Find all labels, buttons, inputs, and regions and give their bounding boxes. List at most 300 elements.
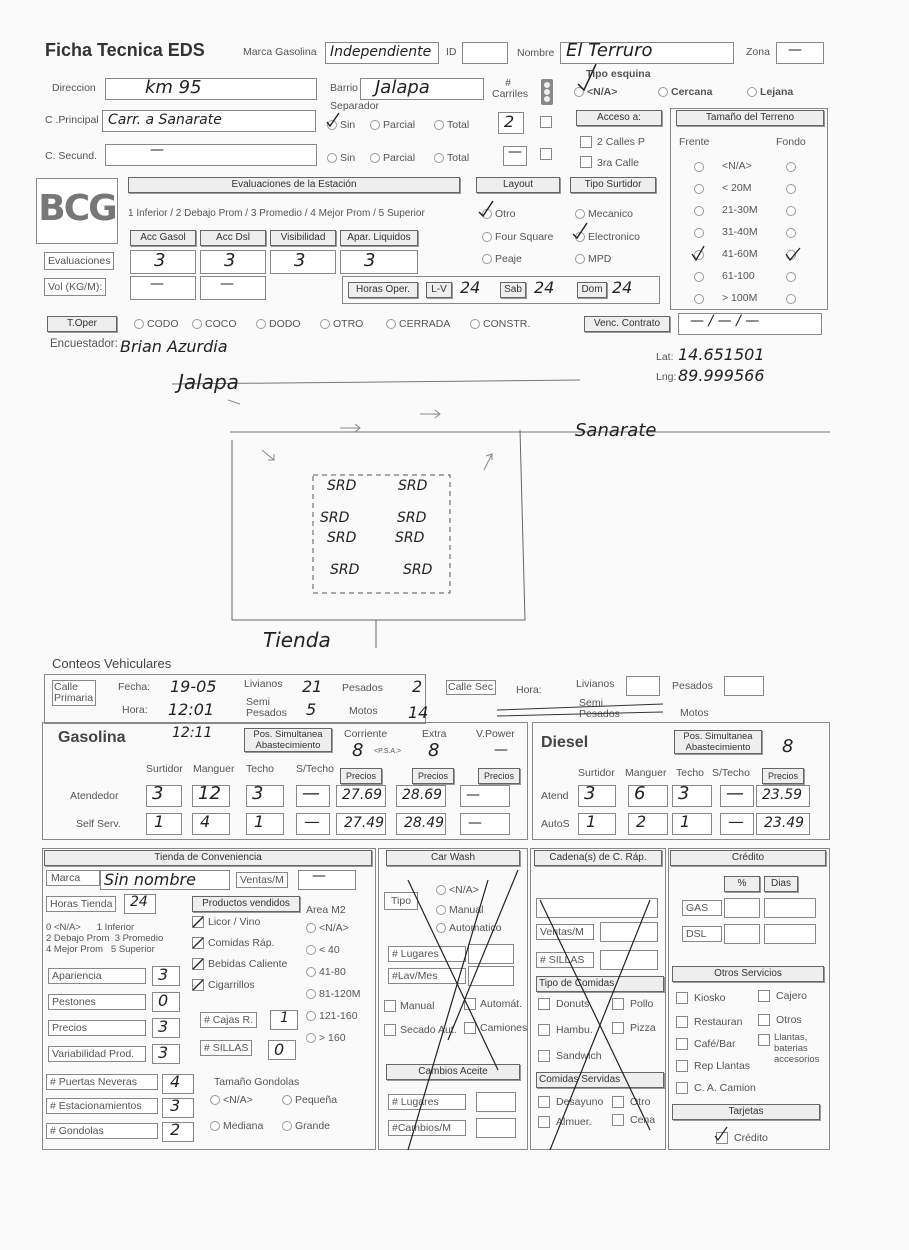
cross-out <box>378 860 526 1160</box>
check-mark-icon <box>714 1126 728 1142</box>
cambios-lugares-label: # Lugares <box>388 1094 466 1110</box>
radio-icon <box>282 1121 292 1131</box>
traffic-light-icon <box>537 78 557 106</box>
dsl-autos-value-0: 1 <box>586 812 597 831</box>
store-label: Tienda <box>263 628 331 652</box>
separador-label: Separador <box>330 100 380 112</box>
gas-aten-value-4: 27.69 <box>342 787 383 803</box>
radio-icon <box>747 87 757 97</box>
carriles-label: # Carriles <box>492 77 529 100</box>
carwash-tipo-label: Tipo <box>384 892 418 910</box>
esquina-na-label: <N/A> <box>587 86 618 98</box>
dsl-autos-field-1[interactable] <box>628 813 668 835</box>
radio-icon <box>370 120 380 130</box>
horas-header: Horas Oper. <box>348 282 418 298</box>
servicio-label-0: Kiosko <box>694 992 726 1004</box>
diesel-pos-value: 8 <box>782 736 794 757</box>
eval-col-0: Acc Gasol <box>130 230 196 246</box>
tienda-ventas-label: Ventas/M <box>236 872 288 888</box>
frente-radio-3[interactable] <box>694 228 704 238</box>
radio-icon <box>327 153 337 163</box>
tarjetas-credito-label: Crédito <box>734 1132 768 1144</box>
cprincipal-label: C .Principal <box>45 114 99 126</box>
sab-label: Sab <box>500 282 526 298</box>
dsl-label: DSL <box>682 926 722 942</box>
lv-value: 24 <box>460 278 481 297</box>
servicio-checkbox-0[interactable] <box>676 992 688 1004</box>
toper-opt-2[interactable] <box>256 318 301 330</box>
page-title: Ficha Tecnica EDS <box>45 40 205 60</box>
carriles-2-checkbox[interactable] <box>540 148 552 160</box>
bcg-logo-text: BCG <box>38 188 116 229</box>
cajas-value: 1 <box>280 1010 289 1026</box>
check-mark-icon <box>572 222 588 240</box>
rating-value-1: 0 <box>158 991 169 1010</box>
carwash-lavmes-label: #Lav/Mes <box>388 968 466 984</box>
gas-self-value-5: 28.49 <box>404 815 445 831</box>
toper-opt-5-label: CONSTR. <box>483 318 531 330</box>
vol-value-1: — <box>220 276 234 292</box>
area-opt-2[interactable] <box>306 966 346 978</box>
check-mark-icon <box>192 958 204 970</box>
gas-self-value-3: — <box>304 812 320 831</box>
toper-opt-5[interactable] <box>470 318 530 330</box>
rating-label-3: Variabilidad Prod. <box>48 1046 146 1062</box>
toper-opt-4-label: CERRADA <box>399 318 451 330</box>
gasolina-pos-sim: Pos. Simultanea Abastecimiento <box>244 728 332 752</box>
radio-icon <box>306 1011 316 1021</box>
servicio-checkbox-2[interactable] <box>676 1016 688 1028</box>
direccion-value: km 95 <box>145 77 202 98</box>
tamano-terreno-header: Tamaño del Terreno <box>676 110 824 126</box>
puertas-value: 4 <box>170 1072 181 1091</box>
servicio-checkbox-1[interactable] <box>758 990 770 1002</box>
barrio-label: Barrio <box>330 82 359 94</box>
carwash-tipo-label-1: Manual <box>449 904 484 916</box>
eval-value-1: 3 <box>224 250 236 271</box>
tienda-ventas-value: — <box>312 868 326 884</box>
strike-through <box>495 696 665 720</box>
frente-radio-2[interactable] <box>694 206 704 216</box>
radio-icon <box>434 120 444 130</box>
pump-label-0: SRD <box>327 478 357 494</box>
lng-label: Lng: <box>656 371 677 383</box>
radio-icon <box>575 254 585 264</box>
bcg-logo <box>36 178 118 244</box>
layout-opt-1[interactable] <box>482 231 553 243</box>
estac-label: # Estacionamientos <box>46 1098 158 1114</box>
radio-icon <box>192 319 202 329</box>
marca-label: Marca Gasolina <box>243 46 317 58</box>
gas-label: GAS <box>682 900 722 916</box>
surtidor-header: Tipo Surtidor <box>570 177 656 193</box>
radio-icon <box>306 989 316 999</box>
fecha-label: Fecha: <box>118 681 151 693</box>
tienda-scale: 0 <N/A> 1 Inferior 2 Debajo Prom 3 Promedio 4 Mejor Prom 5 Superior <box>46 922 164 955</box>
hambu-label: Hambu. <box>556 1024 593 1036</box>
carwash-header: Car Wash <box>386 850 520 866</box>
gas-dias-field[interactable] <box>764 898 816 918</box>
fondo-radio-2[interactable] <box>786 206 796 216</box>
tipo-comidas-header: Tipo de Comidas <box>536 976 664 992</box>
sep-parcial-label: Parcial <box>383 152 416 164</box>
dsl-col-1: Manguer <box>625 767 667 779</box>
gas-aten-value-2: 3 <box>252 783 264 804</box>
gas-self-value-1: 4 <box>200 812 211 831</box>
gas-aten-value-6: — <box>466 787 480 803</box>
gas-self-field-1[interactable] <box>192 813 230 835</box>
layout-opt-label: Four Square <box>495 231 554 243</box>
marca-value: Independiente <box>330 44 432 60</box>
dsl-autos-label: AutoS <box>541 818 570 830</box>
radio-icon <box>256 319 266 329</box>
gas-aten-value-5: 28.69 <box>402 787 443 803</box>
servicio-label-1: Cajero <box>776 990 807 1002</box>
frente-radio-0[interactable] <box>694 162 704 172</box>
servicio-checkbox-3[interactable] <box>758 1014 770 1026</box>
pct-header: % <box>724 876 760 892</box>
dsl-autos-field-2[interactable] <box>672 813 712 835</box>
carwash-tipo-label-2: Automatico <box>449 922 502 934</box>
sep-parcial-label: Parcial <box>383 119 416 131</box>
barrio-value: Jalapa <box>375 77 430 98</box>
cadena-sillas-label: # SILLAS <box>536 952 594 968</box>
area-opt-3[interactable] <box>306 988 360 1000</box>
donuts-label: Donuts <box>556 998 590 1010</box>
livianos-value: 21 <box>302 677 323 696</box>
dsl-autos-value-1: 2 <box>636 812 647 831</box>
radio-icon <box>306 945 316 955</box>
tamano-label-2: 21-30M <box>722 204 758 216</box>
fondo-radio-5[interactable] <box>786 272 796 282</box>
servicio-label-2: Restauran <box>694 1016 743 1028</box>
venc-contrato-header: Venc. Contrato <box>584 316 670 332</box>
fondo-radio-1[interactable] <box>786 184 796 194</box>
servicio-label-7: C. A. Camion <box>694 1082 756 1094</box>
check-mark-icon <box>192 979 204 991</box>
rating-label-2: Precios <box>48 1020 146 1036</box>
csecund-field[interactable] <box>105 144 317 166</box>
gas-col-1: Manguer <box>193 763 235 775</box>
estac-value: 3 <box>170 1096 181 1115</box>
sep-parcial-2[interactable] <box>370 152 415 164</box>
gas-self-label: Self Serv. <box>76 818 121 830</box>
tarjetas-header: Tarjetas <box>672 1104 820 1120</box>
gasolina-title: Gasolina <box>58 729 126 746</box>
otros-header: Otros Servicios <box>672 966 824 982</box>
row-eval-label: Evaluaciones <box>44 252 114 270</box>
gond-opt-1[interactable] <box>282 1094 337 1106</box>
cadena-ventas-label: Ventas/M <box>536 924 594 940</box>
lat-label: Lat: <box>656 351 674 363</box>
tienda-horas-value: 24 <box>130 894 148 910</box>
gas-aten-value-3: — <box>302 783 320 804</box>
cadena-header: Cadena(s) de C. Ráp. <box>534 850 662 866</box>
fondo-radio-0[interactable] <box>786 162 796 172</box>
road-jalapa: Jalapa <box>178 370 239 394</box>
sep-sin-label: Sin <box>340 152 356 164</box>
servicio-label-6: Rep Llantas <box>694 1060 751 1072</box>
id-label: ID <box>446 46 457 58</box>
dsl-aten-label: Atend <box>541 790 569 802</box>
csecund-value: — <box>150 142 164 158</box>
productos-header: Productos vendidos <box>192 896 300 912</box>
check-mark-icon <box>478 200 494 218</box>
radio-icon <box>434 153 444 163</box>
servicio-checkbox-6[interactable] <box>676 1060 688 1072</box>
nombre-value: El Terruro <box>566 40 653 61</box>
gas-aten-value-0: 3 <box>152 783 164 804</box>
toper-opt-1-label: COCO <box>205 318 237 330</box>
pesados2-label: Pesados <box>672 680 713 692</box>
pump-label-4: SRD <box>327 530 357 546</box>
gas-self-value-2: 1 <box>254 812 265 831</box>
nombre-label: Nombre <box>517 47 555 59</box>
dsl-autos-value-2: 1 <box>680 812 691 831</box>
road-sanarate: Sanarate <box>575 420 657 441</box>
surtidor-opt-2[interactable] <box>575 253 611 265</box>
eval-field-3[interactable] <box>340 250 418 274</box>
pump-label-2: SRD <box>320 510 350 526</box>
esquina-cercana-label: Cercana <box>671 86 713 98</box>
carwash-tipo-label-0: <N/A> <box>449 884 479 896</box>
frente-radio-1[interactable] <box>694 184 704 194</box>
pollo-label: Pollo <box>630 998 654 1010</box>
semi-label: Semi Pesados <box>246 696 287 719</box>
gas-pct-field[interactable] <box>724 898 760 918</box>
cw-secado-label: Secado Aut. <box>400 1024 457 1036</box>
frente-radio-5[interactable] <box>694 272 704 282</box>
acceso-header: Acceso a: <box>576 110 662 126</box>
servicio-checkbox-7[interactable] <box>676 1082 688 1094</box>
fondo-radio-6[interactable] <box>786 294 796 304</box>
surtidor-opt-0[interactable] <box>575 208 633 220</box>
surtidor-opt-label: MPD <box>588 253 612 265</box>
lat-value: 14.651501 <box>678 345 765 364</box>
toper-opt-3[interactable] <box>320 318 363 330</box>
cprincipal-value: Carr. a Sanarate <box>108 112 222 128</box>
psa-label: <P.S.A.> <box>374 748 402 755</box>
dsl-autos-value-4: 23.49 <box>764 815 805 831</box>
area-opt-5[interactable] <box>306 1032 346 1044</box>
dsl-aten-value-0: 3 <box>584 783 596 804</box>
esquina-lejana[interactable] <box>747 86 793 98</box>
tamano-label-0: <N/A> <box>722 160 752 172</box>
esquina-cercana[interactable] <box>658 86 712 98</box>
gasolina-time: 12:11 <box>172 725 213 741</box>
dsl-pct-field[interactable] <box>724 924 760 944</box>
pesados2-field[interactable] <box>724 676 764 696</box>
dsl-col-2: Techo <box>676 767 705 779</box>
servicio-checkbox-5[interactable] <box>758 1034 770 1046</box>
area-opt-1[interactable] <box>306 944 340 956</box>
direccion-field[interactable] <box>105 78 317 100</box>
motos-value: 14 <box>408 703 429 722</box>
layout-opt-label: Otro <box>495 208 516 220</box>
almuer-label: Almuer. <box>556 1116 592 1128</box>
cw-camiones-label: Camiones <box>480 1022 528 1034</box>
id-field[interactable] <box>462 42 508 64</box>
hora2-label: Hora: <box>516 684 542 696</box>
radio-icon <box>482 254 492 264</box>
diesel-title: Diesel <box>541 734 589 751</box>
check-mark-icon <box>192 937 204 949</box>
layout-opt-2[interactable] <box>482 253 522 265</box>
cross-out <box>530 890 664 1160</box>
sep-total-1[interactable] <box>434 119 469 131</box>
dsl-dias-field[interactable] <box>764 924 816 944</box>
dsl-aten-value-3: — <box>726 783 744 804</box>
tamano-label-1: < 20M <box>722 182 752 194</box>
evaluaciones-scale: 1 Inferior / 2 Debajo Prom / 3 Promedio / 4 Mejor Prom / 5 Superior <box>128 208 425 219</box>
pizza-label: Pizza <box>630 1022 656 1034</box>
dom-value: 24 <box>612 278 633 297</box>
check-mark-icon <box>326 112 340 128</box>
sep-total-2[interactable] <box>434 152 469 164</box>
producto-label-0: Licor / Vino <box>208 916 261 928</box>
frente-radio-6[interactable] <box>694 294 704 304</box>
gas-self-value-0: 1 <box>154 812 165 831</box>
zona-value: — <box>788 42 802 58</box>
toper-opt-1[interactable] <box>192 318 237 330</box>
evaluaciones-header: Evaluaciones de la Estación <box>128 177 460 193</box>
surtidor-opt-label: Mecanico <box>588 208 633 220</box>
servicio-label-4: Café/Bar <box>694 1038 736 1050</box>
calle-sec-label: Calle Sec <box>446 680 496 695</box>
toper-opt-0[interactable] <box>134 318 179 330</box>
rating-label-0: Apariencia <box>48 968 146 984</box>
fondo-radio-3[interactable] <box>786 228 796 238</box>
calles-p-label: 2 Calles P <box>597 136 645 148</box>
dsl-precios: Precios <box>762 768 804 784</box>
servicio-checkbox-4[interactable] <box>676 1038 688 1050</box>
servicio-label-3: Otros <box>776 1014 802 1026</box>
rating-value-2: 3 <box>158 1017 169 1036</box>
gond-opt-label: Grande <box>295 1120 331 1132</box>
gond-opt-2[interactable] <box>210 1120 263 1132</box>
sep-parcial-1[interactable] <box>370 119 415 131</box>
gas-precios-0: Precios <box>340 768 382 784</box>
gond-opt-3[interactable] <box>282 1120 330 1132</box>
diesel-pos-sim: Pos. Simultanea Abastecimiento <box>674 730 762 754</box>
dsl-col-0: Surtidor <box>578 767 615 779</box>
carriles-checkbox[interactable] <box>540 116 552 128</box>
radio-icon <box>306 923 316 933</box>
eval-value-2: 3 <box>294 250 306 271</box>
cw-autom-label: Automát. <box>480 998 523 1010</box>
gas-aten-label: Atendedor <box>70 790 119 802</box>
cambios-mes-label: #Cambios/M <box>388 1120 466 1136</box>
gondolas-label: # Gondolas <box>46 1123 158 1139</box>
dsl-autos-field-0[interactable] <box>578 813 616 835</box>
radio-icon <box>210 1095 220 1105</box>
sab-value: 24 <box>534 278 555 297</box>
direccion-label: Direccion <box>52 82 96 94</box>
conteos-title: Conteos Vehiculares <box>52 656 172 671</box>
lv-label: L-V <box>426 282 452 298</box>
fondo-label: Fondo <box>776 136 806 148</box>
sep-sin-label: Sin <box>340 119 356 131</box>
pump-label-3: SRD <box>397 510 427 526</box>
pesados-value: 2 <box>412 677 423 696</box>
eval-value-3: 3 <box>364 250 376 271</box>
dom-label: Dom <box>577 282 607 298</box>
sep-sin-2[interactable] <box>327 152 355 164</box>
gas-self-field-2[interactable] <box>246 813 284 835</box>
semi2-label: Semi Pesados <box>579 697 620 720</box>
cajas-label: # Cajas R. <box>200 1012 257 1028</box>
toper-opt-3-label: OTRO <box>333 318 364 330</box>
cena-label: Cena <box>630 1114 656 1126</box>
pesados-label: Pesados <box>342 682 383 694</box>
gas-aten-value-1: 12 <box>198 783 221 804</box>
servidas-header: Comidas Servidas <box>536 1072 664 1088</box>
area-opt-5-label: > 160 <box>319 1032 346 1044</box>
extra-label: Extra <box>422 728 447 740</box>
radio-icon <box>370 153 380 163</box>
sep-total-label: Total <box>447 119 470 131</box>
toper-opt-4[interactable] <box>386 318 450 330</box>
radio-icon <box>306 967 316 977</box>
radio-icon <box>575 209 585 219</box>
sillas-label: # SILLAS <box>200 1040 252 1056</box>
lng-value: 89.999566 <box>678 366 765 385</box>
puertas-label: # Puertas Neveras <box>46 1074 158 1090</box>
tienda-horas-label: Horas Tienda <box>46 896 116 912</box>
hora-label: Hora: <box>122 704 148 716</box>
rating-label-1: Pestones <box>48 994 146 1010</box>
area-opt-4[interactable] <box>306 1010 358 1022</box>
radio-icon <box>470 319 480 329</box>
dsl-aten-value-2: 3 <box>678 783 690 804</box>
gas-col-2: Techo <box>246 763 275 775</box>
producto-label-3: Cigarrillos <box>208 979 255 991</box>
esquina-lejana-label: Lejana <box>760 86 794 98</box>
carriles-value: 2 <box>504 112 515 131</box>
area-label: Area M2 <box>306 904 346 916</box>
carwash-lugares-label: # Lugares <box>388 946 466 962</box>
check-mark-icon <box>690 244 810 264</box>
calles-p-checkbox[interactable] <box>580 136 592 148</box>
row-vol-label: Vol (KG/M): <box>44 278 106 296</box>
tercera-calle-label: 3ra Calle <box>597 157 640 169</box>
encuestador-label: Encuestador: <box>50 338 118 350</box>
tamano-label-3: 31-40M <box>722 226 758 238</box>
rating-value-0: 3 <box>158 965 169 984</box>
gas-precios-1: Precios <box>412 768 454 784</box>
radio-icon <box>482 232 492 242</box>
eval-col-3: Apar. Liquidos <box>340 230 418 246</box>
gond-opt-0[interactable] <box>210 1094 253 1106</box>
radio-icon <box>386 319 396 329</box>
area-opt-4-label: 121-160 <box>319 1010 358 1022</box>
tercera-calle-checkbox[interactable] <box>580 156 592 168</box>
tipo-esquina-label: Tipo esquina <box>586 68 651 80</box>
fecha-value: 19-05 <box>170 677 217 696</box>
dsl-aten-value-4: 23.59 <box>762 787 803 803</box>
gond-opt-label: <N/A> <box>223 1094 253 1106</box>
area-opt-0[interactable] <box>306 922 349 934</box>
area-opt-0-label: <N/A> <box>319 922 349 934</box>
vpower-value: — <box>494 742 508 758</box>
radio-icon <box>210 1121 220 1131</box>
eval-value-0: 3 <box>154 250 166 271</box>
tienda-ventas-field[interactable] <box>298 870 356 890</box>
livianos2-field[interactable] <box>626 676 660 696</box>
livianos-label: Livianos <box>244 678 283 690</box>
surtidor-opt-label: Electronico <box>588 231 640 243</box>
toper-button[interactable]: T.Oper <box>47 316 117 332</box>
